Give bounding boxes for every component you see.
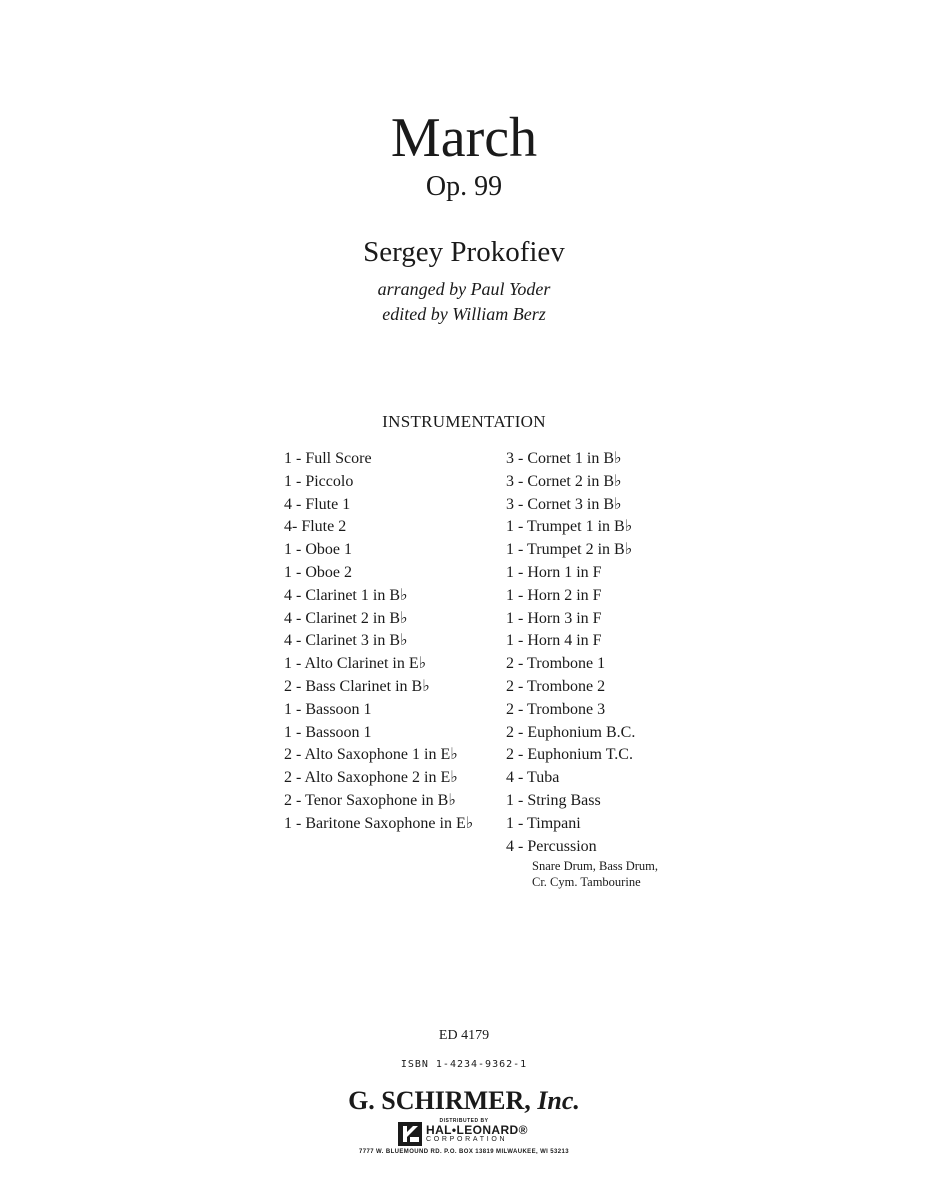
edition-number: ED 4179 <box>438 1028 490 1043</box>
distributor-name: HAL•LEONARD® <box>426 1123 528 1137</box>
part-item: 4 - Flute 1 <box>284 495 351 513</box>
part-item: 1 - Alto Clarinet in E♭ <box>284 655 427 673</box>
part-item: 3 - Cornet 3 in B♭ <box>506 495 622 513</box>
part-item: 2 - Euphonium B.C. <box>506 723 636 741</box>
hal-leonard-icon <box>398 1122 422 1146</box>
part-item: 2 - Trombone 3 <box>506 700 606 718</box>
arranger-credit: arranged by Paul Yoder <box>377 279 551 299</box>
part-item: 2 - Tenor Saxophone in B♭ <box>284 791 456 809</box>
composer: Sergey Prokofiev <box>363 236 565 268</box>
distributor-address: 7777 W. BLUEMOUND RD. P.O. BOX 13819 MILWAUKEE, WI 53213 <box>358 1149 569 1155</box>
publisher-name <box>0 1085 928 1117</box>
publisher-main: G. SCHIRMER, <box>348 1086 531 1115</box>
part-item: 1 - Oboe 1 <box>284 541 352 559</box>
part-item: 4 - Tuba <box>506 769 560 787</box>
distributor-corporation: CORPORATION <box>426 1136 508 1143</box>
percussion-detail: Cr. Cym. Tambourine <box>532 875 641 890</box>
part-item: 3 - Cornet 1 in B♭ <box>506 450 622 467</box>
part-item: 4- Flute 2 <box>284 518 347 536</box>
distributed-by-label: DISTRIBUTED BY <box>439 1118 489 1124</box>
part-item: 1 - Horn 2 in F <box>506 586 602 604</box>
part-item: 2 - Alto Saxophone 2 in E♭ <box>284 769 458 787</box>
part-item: 4 - Percussion <box>506 837 597 855</box>
instrumentation-left-column <box>284 448 504 836</box>
publisher-suffix: Inc. <box>537 1086 580 1115</box>
part-item: 1 - Trumpet 1 in B♭ <box>506 518 633 536</box>
part-item: 1 - Timpani <box>506 814 581 832</box>
part-item: 4 - Clarinet 1 in B♭ <box>284 586 408 604</box>
part-item: 4 - Clarinet 3 in B♭ <box>284 632 408 650</box>
instrumentation-right-column <box>506 448 726 890</box>
part-item: 1 - Piccolo <box>284 472 354 490</box>
part-item: 2 - Euphonium T.C. <box>506 746 633 764</box>
title: March <box>390 107 538 169</box>
part-item: 1 - Full Score <box>284 450 372 467</box>
percussion-detail: Snare Drum, Bass Drum, <box>532 859 659 874</box>
opus-number: Op. 99 <box>425 171 503 202</box>
part-item: 2 - Bass Clarinet in B♭ <box>284 677 430 695</box>
part-item: 1 - Horn 3 in F <box>506 609 602 627</box>
editor-credit: edited by William Berz <box>382 304 546 324</box>
isbn: ISBN 1-4234-9362-1 <box>400 1059 528 1070</box>
part-item: 1 - Baritone Saxophone in E♭ <box>284 814 474 832</box>
part-item: 2 - Alto Saxophone 1 in E♭ <box>284 746 458 764</box>
part-item: 1 - Horn 4 in F <box>506 632 602 650</box>
part-item: 3 - Cornet 2 in B♭ <box>506 472 622 490</box>
part-item: 2 - Trombone 2 <box>506 677 606 695</box>
hal-leonard-logo <box>398 1122 538 1148</box>
part-item: 4 - Clarinet 2 in B♭ <box>284 609 408 627</box>
part-item: 1 - Horn 1 in F <box>506 563 602 581</box>
part-item: 1 - Bassoon 1 <box>284 723 372 741</box>
part-item: 2 - Trombone 1 <box>506 655 606 673</box>
part-item: 1 - Trumpet 2 in B♭ <box>506 541 633 559</box>
part-item: 1 - Oboe 2 <box>284 563 352 581</box>
instrumentation-heading: INSTRUMENTATION <box>382 412 546 431</box>
part-item: 1 - Bassoon 1 <box>284 700 372 718</box>
part-item: 1 - String Bass <box>506 791 601 809</box>
